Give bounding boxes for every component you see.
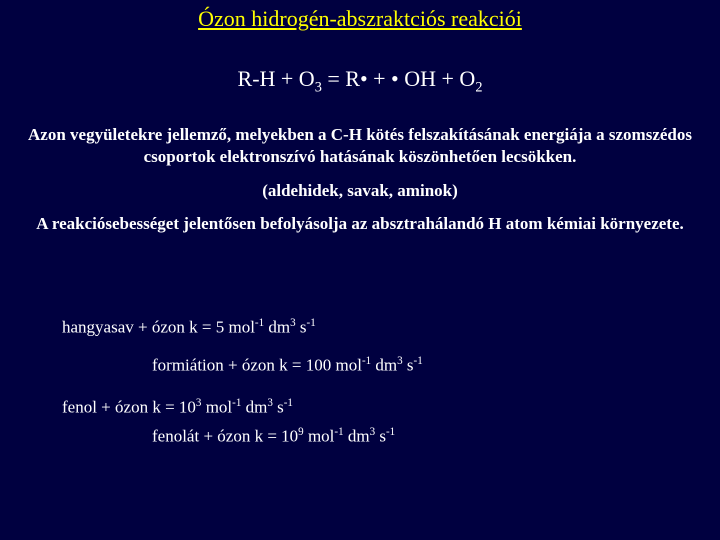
exponent: -1 (361, 355, 372, 367)
unit-text: dm (371, 355, 398, 375)
power-exponent: 9 (298, 426, 304, 438)
unit-text: mol (201, 397, 233, 417)
unit-text: s (375, 426, 386, 446)
exponent: 3 (290, 317, 296, 329)
description-paragraph: Azon vegyületekre jellemző, melyekben a C-H kötés felszakításának energiája a szomszédos csoportok elektronszívó hatásának köszönhetően lecsökken. (28, 125, 692, 166)
exponent: -1 (413, 355, 423, 367)
rate-phenol (62, 397, 293, 418)
unit-text: dm (264, 317, 291, 337)
unit-text: s (402, 355, 414, 375)
unit-text: s (272, 397, 284, 417)
exponent: 3 (267, 397, 273, 409)
unit-text: dm (241, 397, 268, 417)
reaction-equation (0, 66, 720, 96)
exponent: -1 (232, 397, 242, 409)
exponent: -1 (306, 317, 316, 329)
rate-note-paragraph: A reakciósebességet jelentősen befolyásolja az absztrahálandó H atom kémiai környezete. (36, 214, 684, 233)
rate-formic-acid (62, 317, 316, 338)
exponent: 3 (369, 426, 376, 438)
slide-title: Ózon hidrogén-abszraktciós reakciói (198, 6, 522, 31)
exponent: -1 (386, 426, 396, 438)
equation-subscript-2: 2 (475, 79, 483, 96)
equation-mid: = R• + • OH + O (321, 66, 476, 91)
equation-left: R-H + O (237, 66, 315, 91)
unit-text: mol (303, 426, 335, 446)
rate-text: fenol + ózon k = 10 (62, 397, 196, 417)
rate-phenolate (152, 426, 395, 447)
exponent: -1 (283, 397, 293, 409)
unit-text: s (295, 317, 307, 337)
examples-paragraph: (aldehidek, savak, aminok) (262, 181, 458, 200)
unit-text: dm (343, 426, 370, 446)
rate-text: formiátion + ózon k = 100 mol (152, 355, 362, 375)
exponent: -1 (254, 317, 265, 329)
exponent: -1 (334, 426, 344, 438)
exponent: 3 (397, 355, 403, 367)
power-exponent: 3 (195, 397, 202, 409)
equation-subscript-3: 3 (314, 79, 322, 96)
rate-text: fenolát + ózon k = 10 (152, 426, 299, 446)
rate-formate-ion (152, 355, 423, 376)
rate-text: hangyasav + ózon k = 5 mol (62, 317, 255, 337)
